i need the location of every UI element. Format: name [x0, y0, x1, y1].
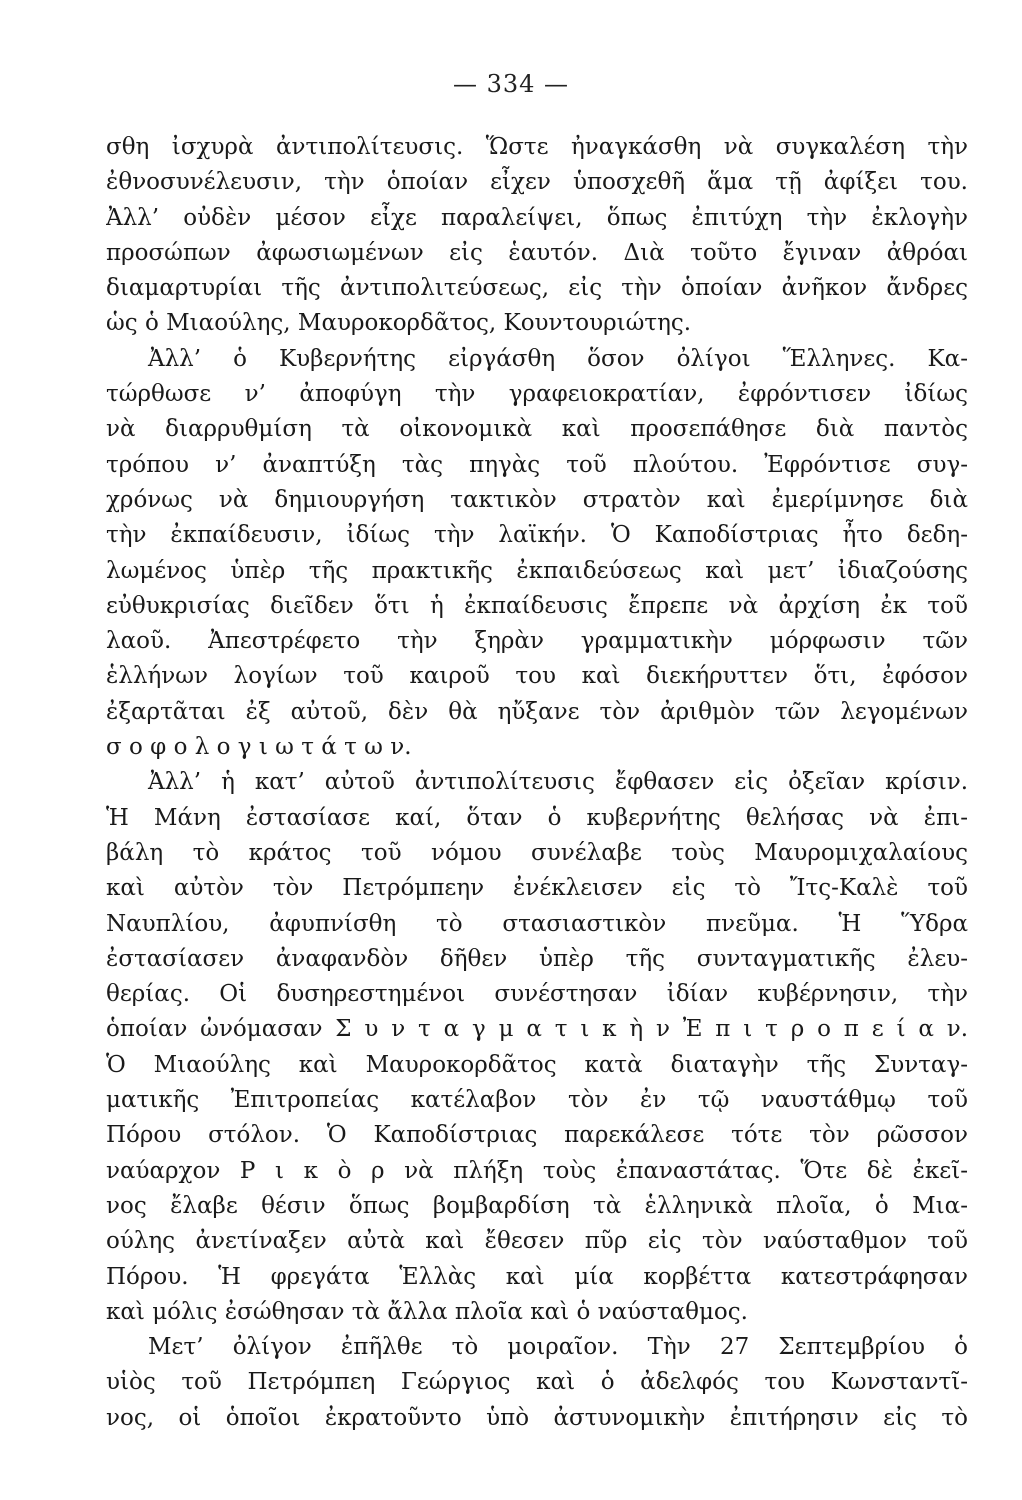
page-number: — 334 —: [452, 70, 570, 98]
text-line: διαμαρτυρίαι τῆς ἀντιπολιτεύσεως, εἰς τὴν ὁποίαν ἀνῆκον ἄνδρες: [106, 275, 968, 302]
text-line: ἑλλήνων λογίων τοῦ καιροῦ του καὶ διεκήρυττεν ὅτι, ἐφόσον: [106, 663, 968, 690]
text-line: σθη ἰσχυρὰ ἀντιπολίτευσις. Ὥστε ἠναγκάσθη νὰ συγκαλέση τὴν: [106, 134, 968, 160]
text-line: εὐθυκρισίας διεῖδεν ὅτι ἡ ἐκπαίδευσις ἔπρεπε νὰ ἀρχίση ἐκ τοῦ: [106, 592, 968, 619]
text-line: καὶ αὐτὸν τὸν Πετρόμπεην ἐνέκλεισεν εἰς τὸ Ἴτς-Καλὲ τοῦ: [106, 875, 968, 902]
text-line: καὶ μόλις ἐσώθησαν τὰ ἄλλα πλοῖα καὶ ὁ ναύσταθμος.: [106, 1298, 748, 1325]
text-line: βάλη τὸ κράτος τοῦ νόμου συνέλαβε τοὺς Μαυρομιχαλαίους: [106, 839, 968, 866]
body-text: [106, 130, 968, 1436]
text-line: σ ο φ ο λ ο γ ι ω τ ά τ ω ν.: [106, 734, 412, 761]
text-line: ὁποίαν ὠνόμασαν Σ υ ν τ α γ μ α τ ι κ ὴ ν Ἐ π ι τ ρ ο π ε ί α ν.: [106, 1016, 968, 1043]
text-line: ματικῆς Ἐπιτροπείας κατέλαβον τὸν ἐν τῷ ναυστάθμῳ τοῦ: [106, 1087, 968, 1114]
text-line: τὴν ἐκπαίδευσιν, ἰδίως τὴν λαϊκήν. Ὁ Καποδίστριας ἦτο δεδη-: [106, 522, 968, 549]
text-line: λωμένος ὑπὲρ τῆς πρακτικῆς ἐκπαιδεύσεως καὶ μετ’ ἰδιαζούσης: [106, 557, 968, 584]
text-line: ἐθνοσυνέλευσιν, τὴν ὁποίαν εἶχεν ὑποσχεθῆ ἅμα τῇ ἀφίξει του.: [106, 169, 968, 196]
text-line: Ναυπλίου, ἀφυπνίσθη τὸ στασιαστικὸν πνεῦμα. Ἡ Ὕδρα: [106, 910, 968, 937]
text-line: νὰ διαρρυθμίση τὰ οἰκονομικὰ καὶ προσεπάθησε διὰ παντὸς: [106, 416, 968, 443]
text-line: προσώπων ἀφωσιωμένων εἰς ἑαυτόν. Διὰ τοῦτο ἔγιναν ἀθρόαι: [106, 239, 968, 266]
text-line: υἱὸς τοῦ Πετρόμπεη Γεώργιος καὶ ὁ ἀδελφός του Κωνσταντῖ-: [106, 1369, 968, 1396]
text-line: Ἡ Μάνη ἐστασίασε καί, ὅταν ὁ κυβερνήτης θελήσας νὰ ἐπι-: [106, 804, 968, 831]
text-line: Ἀλλ’ ὁ Κυβερνήτης εἰργάσθη ὅσον ὀλίγοι Ἕλληνες. Κα-: [148, 345, 968, 372]
text-line: τρόπου ν’ ἀναπτύξη τὰς πηγὰς τοῦ πλούτου. Ἐφρόντισε συγ-: [106, 451, 968, 478]
text-line: ἐξαρτᾶται ἐξ αὐτοῦ, δὲν θὰ ηὔξανε τὸν ἀριθμὸν τῶν λεγομένων: [106, 698, 968, 725]
text-line: Μετ’ ὀλίγον ἐπῆλθε τὸ μοιραῖον. Τὴν 27 Σεπτεμβρίου ὁ: [148, 1334, 968, 1361]
text-line: νος, οἱ ὁποῖοι ἐκρατοῦντο ὑπὸ ἀστυνομικὴν ἐπιτήρησιν εἰς τὸ: [106, 1404, 968, 1431]
text-line: θερίας. Οἱ δυσηρεστημένοι συνέστησαν ἰδίαν κυβέρνησιν, τὴν: [106, 981, 968, 1008]
text-line: Πόρου στόλον. Ὁ Καποδίστριας παρεκάλεσε τότε τὸν ρῶσσον: [106, 1122, 968, 1149]
text-line: Ἀλλ’ ἡ κατ’ αὐτοῦ ἀντιπολίτευσις ἔφθασεν εἰς ὀξεῖαν κρίσιν.: [148, 769, 968, 796]
text-line: Ἀλλ’ οὐδὲν μέσον εἶχε παραλείψει, ὅπως ἐπιτύχη τὴν ἐκλογὴν: [106, 204, 968, 231]
text-line: λαοῦ. Ἀπεστρέφετο τὴν ξηρὰν γραμματικὴν μόρφωσιν τῶν: [106, 628, 968, 655]
text-line: Ὁ Μιαούλης καὶ Μαυροκορδᾶτος κατὰ διαταγὴν τῆς Συνταγ-: [106, 1051, 968, 1078]
text-line: ούλης ἀνετίναξεν αὐτὰ καὶ ἔθεσεν πῦρ εἰς τὸν ναύσταθμον τοῦ: [106, 1228, 968, 1255]
text-line: χρόνως νὰ δημιουργήση τακτικὸν στρατὸν καὶ ἐμερίμνησε διὰ: [106, 486, 968, 513]
text-line: Πόρου. Ἡ φρεγάτα Ἑλλὰς καὶ μία κορβέττα κατεστράφησαν: [106, 1263, 968, 1290]
text-line: τώρθωσε ν’ ἀποφύγη τὴν γραφειοκρατίαν, ἐφρόντισεν ἰδίως: [106, 381, 968, 408]
text-line: ναύαρχον Ρ ι κ ὸ ρ νὰ πλήξη τοὺς ἐπαναστάτας. Ὅτε δὲ ἐκεῖ-: [106, 1157, 968, 1184]
text-line: ὡς ὁ Μιαούλης, Μαυροκορδᾶτος, Κουντουριώτης.: [106, 310, 692, 337]
text-line: ἐστασίασεν ἀναφανδὸν δῆθεν ὑπὲρ τῆς συνταγματικῆς ἐλευ-: [106, 945, 968, 972]
text-line: νος ἔλαβε θέσιν ὅπως βομβαρδίση τὰ ἑλληνικὰ πλοῖα, ὁ Μια-: [106, 1192, 968, 1219]
